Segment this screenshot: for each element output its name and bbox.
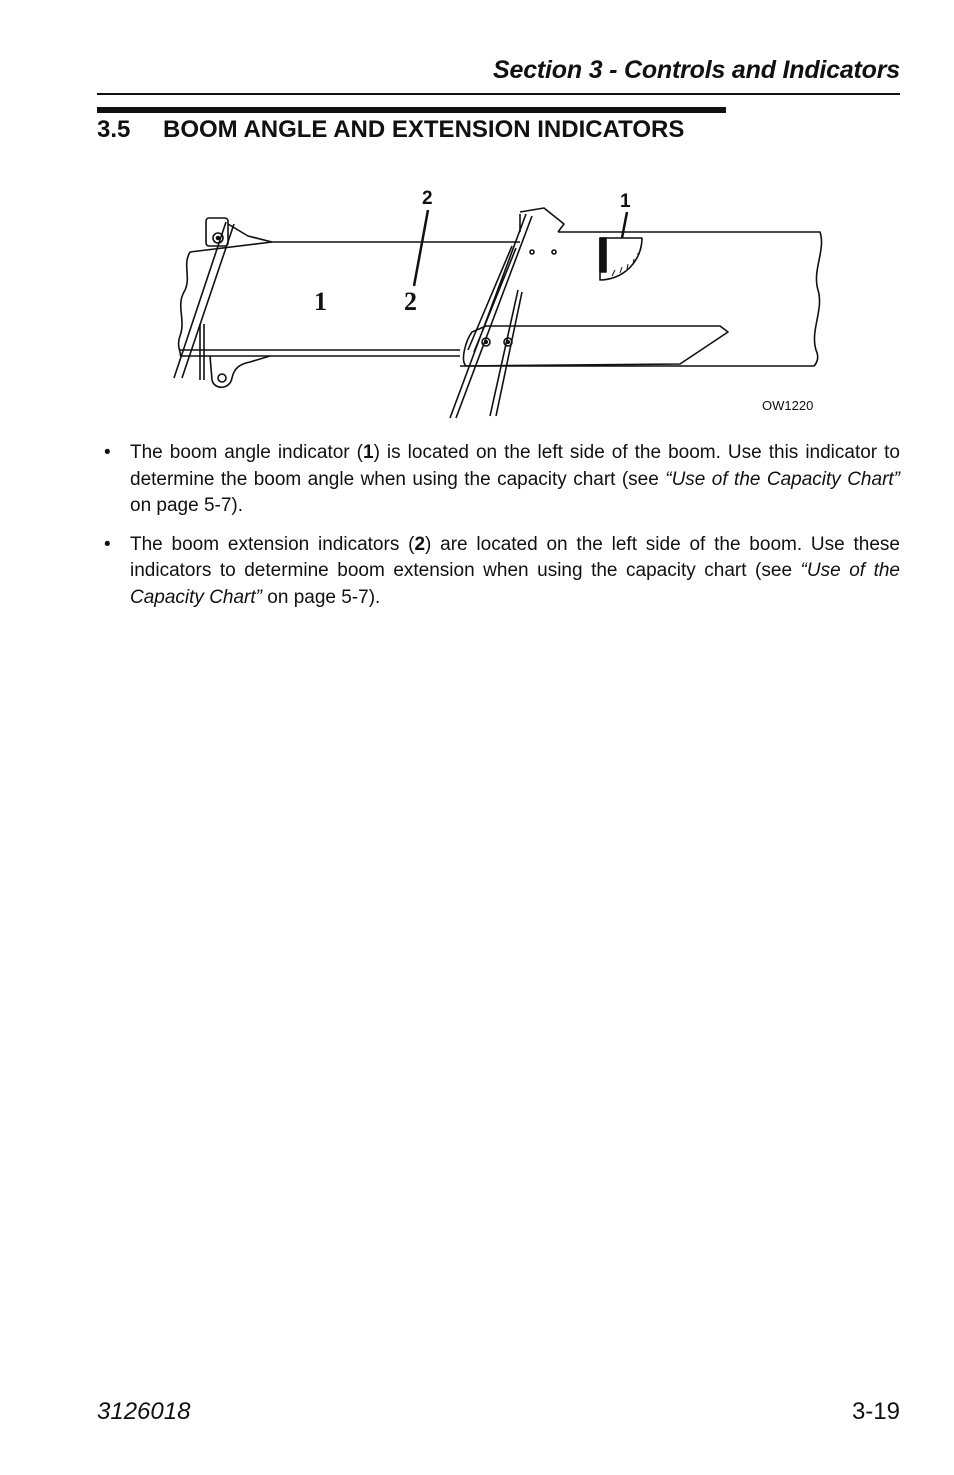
doc-number: 3126018 <box>97 1398 191 1425</box>
section-heading <box>97 116 684 144</box>
indicator-rod-right <box>450 214 532 418</box>
bullet-list <box>104 440 900 623</box>
cross-reference: “Use of the Capacity Chart” <box>665 468 900 490</box>
section-header: Section 3 - Controls and Indicators <box>493 56 900 84</box>
callout-2: 2 <box>422 188 433 209</box>
bullet-dot: • <box>104 442 111 463</box>
boom-illustration <box>160 180 840 420</box>
cross-reference: “Use of the Capacity Chart” <box>130 560 900 608</box>
callout-ref: 2 <box>414 533 426 555</box>
callout-leader-2 <box>414 210 428 286</box>
pulley-bracket <box>206 218 228 246</box>
bottom-lug <box>210 356 270 387</box>
break-line-left <box>179 252 190 356</box>
heading-title: BOOM ANGLE AND EXTENSION INDICATORS <box>163 116 685 143</box>
figure-id: OW1220 <box>762 398 814 413</box>
bullet-item-angle: • The boom angle indicator (1) is located on the left side of the boom. Use this indicator to determine the boom angle when using the capacity chart (see “Use of the Capacity Chart” on page 5-7). <box>104 442 901 516</box>
page-number: 3-19 <box>851 1398 900 1425</box>
header-rule <box>97 93 900 95</box>
bullet-item-extension: • The boom extension indicators (2) are located on the left side of the boom. Use these indicators to determine boom extension when using the capacity chart (see “Use of the Capacity Chart” on page 5-7). <box>104 533 900 608</box>
callout-ref: 1 <box>363 442 374 463</box>
decal-2: 2 <box>404 287 417 316</box>
callout-1: 1 <box>620 191 631 212</box>
heading-rule <box>97 107 726 113</box>
decal-1: 1 <box>314 287 327 316</box>
callout-leader-1 <box>622 212 627 238</box>
bullet-dot: • <box>104 533 111 555</box>
heading-number: 3.5 <box>97 116 131 143</box>
inner-boom <box>180 242 520 356</box>
